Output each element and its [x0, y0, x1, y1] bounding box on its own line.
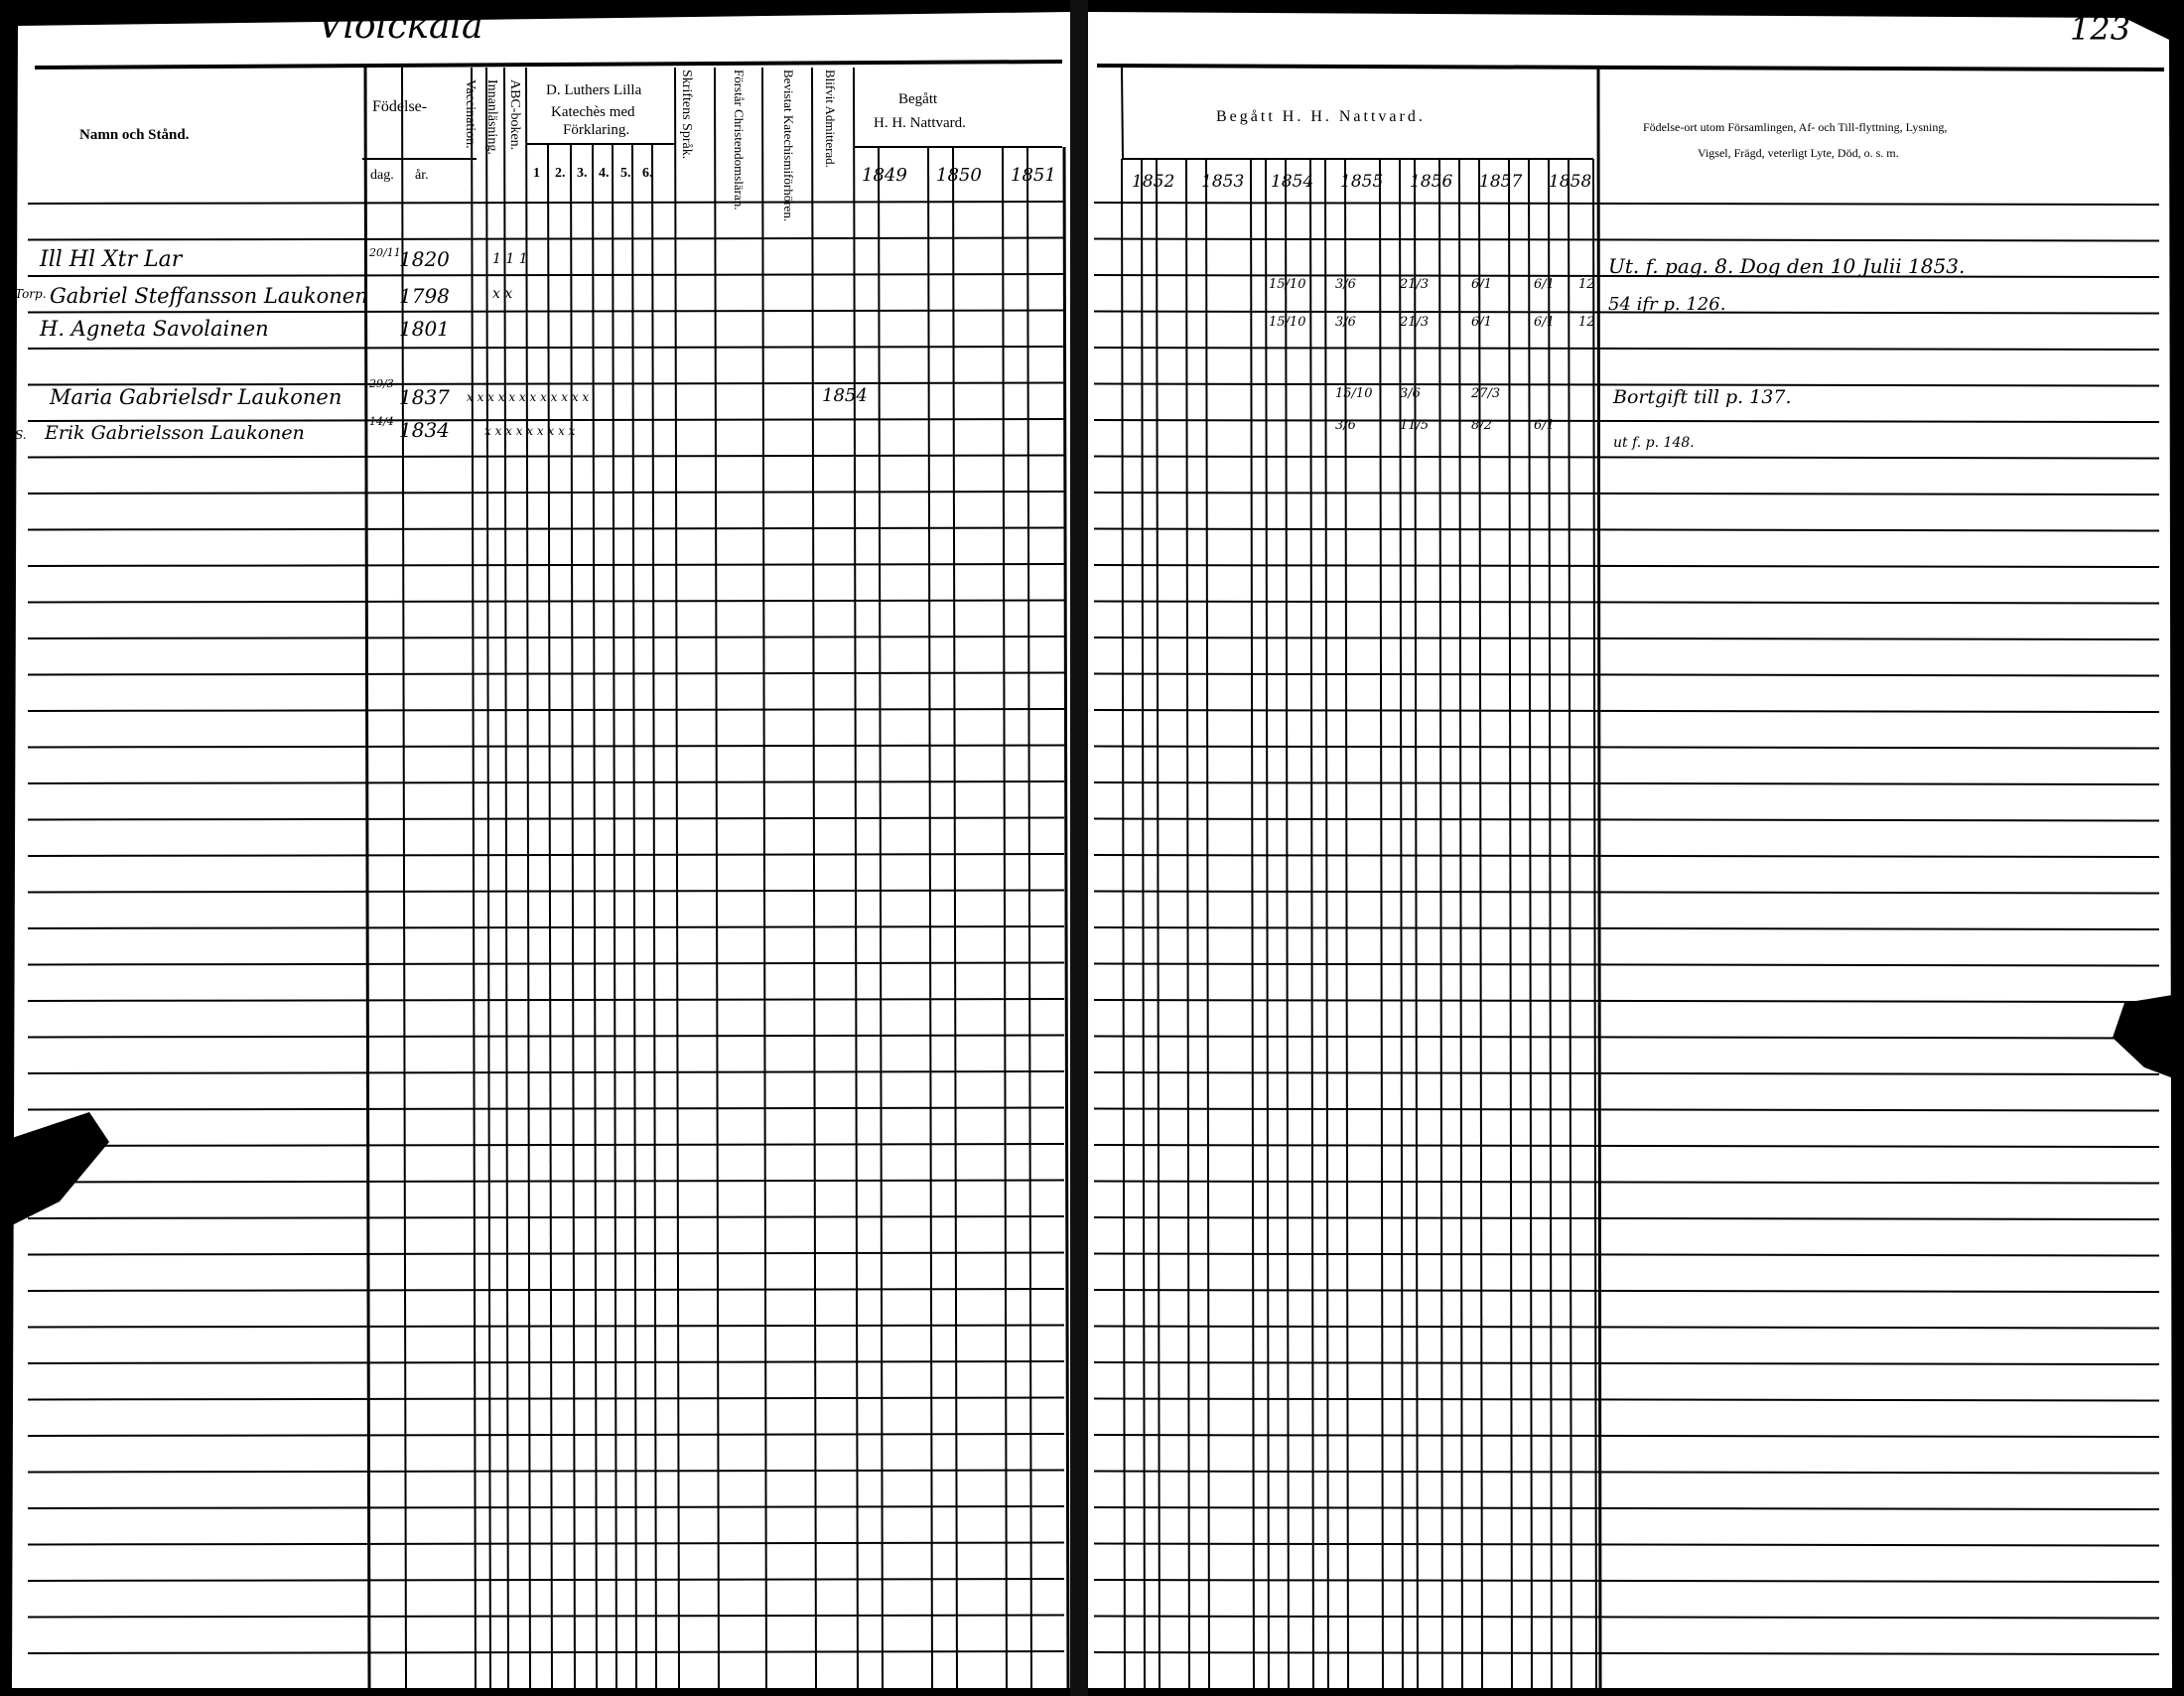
header-communion-1: Begått	[898, 91, 938, 107]
communion-mark: 21/3	[1400, 277, 1430, 292]
luther-part-label: 2.	[555, 166, 566, 181]
communion-mark: 21/3	[1400, 315, 1430, 330]
year-label: 1852	[1132, 172, 1175, 192]
entry-year: 1798	[399, 284, 450, 308]
entry-admitted: 1854	[822, 385, 868, 406]
entry-year: 1837	[399, 385, 450, 409]
luther-part-label: 1	[533, 166, 540, 181]
year-label: 1856	[1410, 172, 1453, 192]
communion-mark: 15/10	[1269, 315, 1306, 330]
luther-part-label: 3.	[577, 166, 588, 181]
communion-mark: 6/1	[1534, 315, 1555, 330]
page-number: 123	[2070, 10, 2131, 48]
book-gutter	[1070, 0, 1088, 1696]
entry-marks: x x	[492, 286, 513, 302]
communion-mark: 6/1	[1534, 277, 1555, 292]
communion-mark: 3/6	[1335, 418, 1356, 433]
luther-part-label: 6.	[642, 166, 653, 181]
column-line	[1598, 68, 1600, 1688]
year-label: 1854	[1271, 172, 1314, 192]
year-label: 1858	[1549, 172, 1592, 192]
communion-mark: 15/10	[1335, 386, 1373, 401]
year-label: 1857	[1479, 172, 1523, 192]
communion-mark: 6/1	[1471, 277, 1492, 292]
communion-mark: 6/1	[1534, 418, 1555, 433]
header-communion-right: Begått H. H. Nattvard.	[1216, 108, 1426, 125]
entry-prefix: Torp.	[15, 287, 47, 301]
header-luther-2: Katechès med	[551, 104, 635, 120]
year-label: 1851	[1011, 165, 1056, 186]
entry-name: Ill Hl Xtr Lar	[40, 247, 183, 272]
communion-mark: 3/6	[1335, 277, 1356, 292]
left-communion-years	[862, 165, 1056, 186]
header-remarks-2: Vigsel, Frägd, veterligt Lyte, Död, o. s. m.	[1698, 146, 1899, 160]
entry-day: 14/4	[369, 415, 394, 428]
village-name: Violckala	[318, 6, 483, 47]
header-name: Namn och Stånd.	[79, 127, 190, 143]
header-communion-2: H. H. Nattvard.	[874, 115, 966, 131]
remark: Ut. f. pag. 8. Dog den 10 Julii 1853.	[1608, 254, 1966, 278]
year-label: 1850	[936, 165, 982, 186]
communion-mark: 15/10	[1269, 277, 1306, 292]
header-vaccination: Vaccination.	[463, 79, 478, 149]
entry-year: 1801	[399, 317, 450, 341]
entry-day: 29/3	[369, 377, 394, 390]
header-abc: ABC-boken.	[507, 79, 522, 151]
entry-name: Gabriel Steffansson Laukonen	[50, 284, 368, 308]
communion-mark: 3/6	[1400, 386, 1421, 401]
year-label: 1849	[862, 165, 907, 186]
year-label: 1855	[1340, 172, 1384, 192]
entry-year: 1834	[399, 418, 450, 442]
year-label: 1853	[1201, 172, 1245, 192]
entry-name: H. Agneta Savolainen	[40, 317, 269, 341]
header-luther-3: Förklaring.	[563, 122, 630, 138]
remark: Bortgift till p. 137.	[1613, 386, 1792, 408]
entry-marks: x x x x x x x x x	[484, 424, 576, 438]
entry-name: Maria Gabrielsdr Laukonen	[50, 385, 342, 409]
header-remarks-1: Födelse-ort utom Församlingen, Af- och Till-flyttning, Lysning,	[1643, 120, 1948, 134]
entry-marks: x x x x x x x x x x x x	[467, 390, 590, 404]
header-christian: Förstår Christendomsläran.	[732, 70, 747, 211]
header-scripture: Skriftens Språk.	[679, 70, 694, 160]
communion-mark: 6/1	[1471, 315, 1492, 330]
communion-mark: 12	[1578, 277, 1595, 292]
remark: 54 ifr p. 126.	[1608, 294, 1726, 315]
luther-part-label: 5.	[620, 166, 631, 181]
column-line	[1122, 68, 1123, 159]
luther-part-label: 4.	[599, 166, 610, 181]
entry-year: 1820	[399, 247, 450, 271]
header-catechism: Bevistat Katechismiförhören.	[781, 70, 796, 222]
communion-mark: 8/2	[1471, 418, 1492, 433]
communion-mark: 3/6	[1335, 315, 1356, 330]
entry-day: 20/11	[369, 246, 401, 259]
header-birth: Födelse-	[372, 98, 428, 115]
communion-mark: 27/3	[1471, 386, 1501, 401]
communion-mark: 12	[1578, 315, 1595, 330]
entry-marks: 1 1 1	[492, 251, 528, 267]
header-birth-year: år.	[415, 168, 429, 183]
entry-name: Erik Gabrielsson Laukonen	[45, 422, 305, 444]
header-admitted: Blifvit Admitterad.	[823, 70, 838, 168]
header-luther-1: D. Luthers Lilla	[546, 82, 642, 98]
remark: ut f. p. 148.	[1613, 435, 1695, 451]
header-reading: Innanläsning.	[484, 79, 499, 155]
communion-mark: 11/5	[1400, 418, 1430, 433]
header-birth-day: dag.	[370, 168, 394, 183]
entry-prefix: S.	[15, 428, 27, 442]
